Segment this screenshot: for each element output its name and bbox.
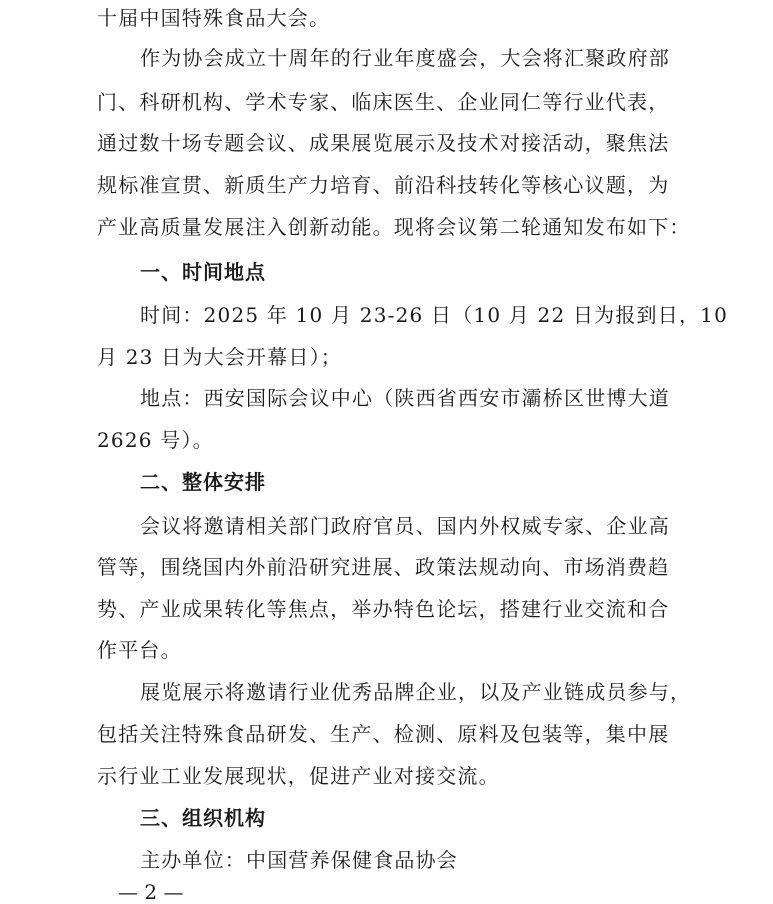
body-line: 会议将邀请相关部门政府官员、国内外权威专家、企业高 (140, 514, 670, 538)
page-number: — 2 — (118, 880, 184, 904)
body-line: 作为协会成立十周年的行业年度盛会，大会将汇聚政府部 (140, 46, 670, 70)
body-line: 作平台。 (97, 638, 182, 662)
body-line: 包括关注特殊食品研发、生产、检测、原料及包装等，集中展 (97, 722, 670, 746)
body-line: 势、产业成果转化等焦点，举办特色论坛，搭建行业交流和合 (97, 597, 670, 621)
body-line: 通过数十场专题会议、成果展览展示及技术对接活动，聚焦法 (97, 131, 670, 155)
body-line: 产业高质量发展注入创新动能。现将会议第二轮通知发布如下： (97, 215, 691, 239)
body-line: 展览展示将邀请行业优秀品牌企业，以及产业链成员参与， (140, 680, 692, 704)
section-heading-organization: 三、组织机构 (140, 806, 266, 830)
body-line: 主办单位：中国营养保健食品协会 (140, 848, 458, 872)
body-line: 规标准宣贯、新质生产力培育、前沿科技转化等核心议题，为 (97, 173, 670, 197)
body-line: 地点：西安国际会议中心（陕西省西安市灞桥区世博大道 (140, 386, 670, 410)
body-line: 月 23 日为大会开幕日）； (97, 345, 342, 369)
body-line: 示行业工业发展现状，促进产业对接交流。 (97, 764, 500, 788)
body-line: 管等，围绕国内外前沿研究进展、政策法规动向、市场消费趋 (97, 555, 670, 579)
body-line: 十届中国特殊食品大会。 (97, 6, 331, 30)
body-line: 门、科研机构、学术专家、临床医生、企业同仁等行业代表， (97, 90, 670, 114)
body-line: 2626 号）。 (97, 428, 214, 452)
section-heading-overall-arrangement: 二、整体安排 (140, 470, 266, 494)
section-heading-time-location: 一、时间地点 (140, 260, 266, 284)
body-line: 时间：2025 年 10 月 23-26 日（10 月 22 日为报到日，10 (140, 303, 729, 327)
